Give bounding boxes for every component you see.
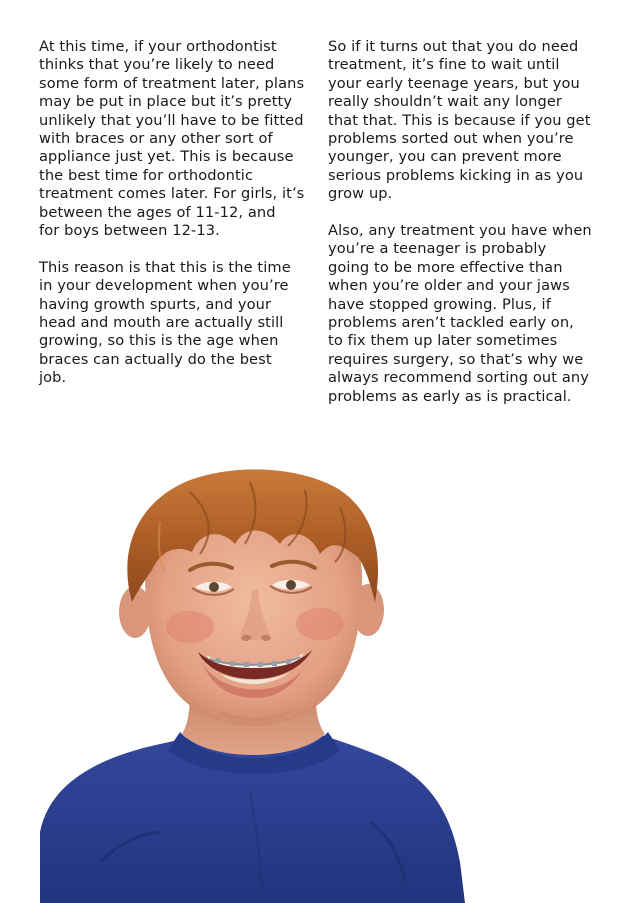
text-line: may be put in place but it’s pretty (39, 93, 293, 111)
paragraph-gap (39, 240, 314, 258)
text-line: unlikely that you’ll have to be fitted (39, 111, 304, 129)
text-line: problems sorted out when you’re (328, 130, 574, 148)
text-line: problems aren’t tackled early on, (328, 314, 574, 332)
text-line: serious problems kicking in as you (328, 166, 584, 184)
shirt (40, 730, 465, 903)
text-line: really shouldn’t wait any longer (328, 93, 563, 111)
paragraph-gap (328, 204, 604, 222)
boy-illustration (40, 462, 470, 903)
text-line: So if it turns out that you do need (328, 38, 579, 55)
text-line: treatment, it’s fine to wait until (328, 56, 560, 74)
text-line: problems as early as is practical. (328, 387, 572, 405)
text-line: when you’re older and your jaws (328, 277, 570, 295)
text-line: younger, you can prevent more (328, 148, 562, 166)
text-line: going to be more effective than (328, 258, 563, 276)
right-paragraph-1 (328, 38, 604, 204)
text-line: always recommend sorting out any (328, 369, 589, 387)
text-line: Also, any treatment you have when (328, 222, 592, 240)
text-line: with braces or any other sort of (39, 130, 273, 148)
text-line: At this time, if your orthodontist (39, 38, 277, 55)
text-line: requires surgery, so that’s why we (328, 350, 584, 368)
text-line: you’re a teenager is probably (328, 240, 547, 258)
text-line: grow up. (328, 185, 393, 203)
text-line: in your development when you’re (39, 277, 289, 295)
text-line: some form of treatment later, plans (39, 74, 305, 92)
text-line: your early teenage years, but you (328, 74, 580, 92)
left-paragraph-1 (39, 38, 314, 240)
left-paragraph-2 (39, 259, 314, 388)
text-line: that that. This is because if you get (328, 111, 591, 129)
text-line: have stopped growing. Plus, if (328, 295, 551, 313)
text-line: This reason is that this is the time (39, 258, 291, 276)
left-column (39, 38, 314, 388)
text-line: to fix them up later sometimes (328, 332, 558, 350)
text-line: between the ages of 11-12, and (39, 203, 276, 221)
text-line: the best time for orthodontic (39, 166, 254, 184)
text-line: head and mouth are actually still (39, 314, 284, 332)
text-line: braces can actually do the best (39, 350, 272, 368)
text-line: thinks that you’re likely to need (39, 56, 275, 74)
boy-with-braces-photo (40, 462, 470, 903)
text-line: growing, so this is the age when (39, 332, 279, 350)
text-line: having growth spurts, and your (39, 295, 272, 313)
right-paragraph-2 (328, 222, 604, 406)
text-line: treatment comes later. For girls, it’s (39, 185, 305, 203)
text-line: for boys between 12-13. (39, 222, 220, 240)
text-line: appliance just yet. This is because (39, 148, 294, 166)
text-line: job. (39, 369, 67, 387)
right-column (328, 38, 604, 406)
